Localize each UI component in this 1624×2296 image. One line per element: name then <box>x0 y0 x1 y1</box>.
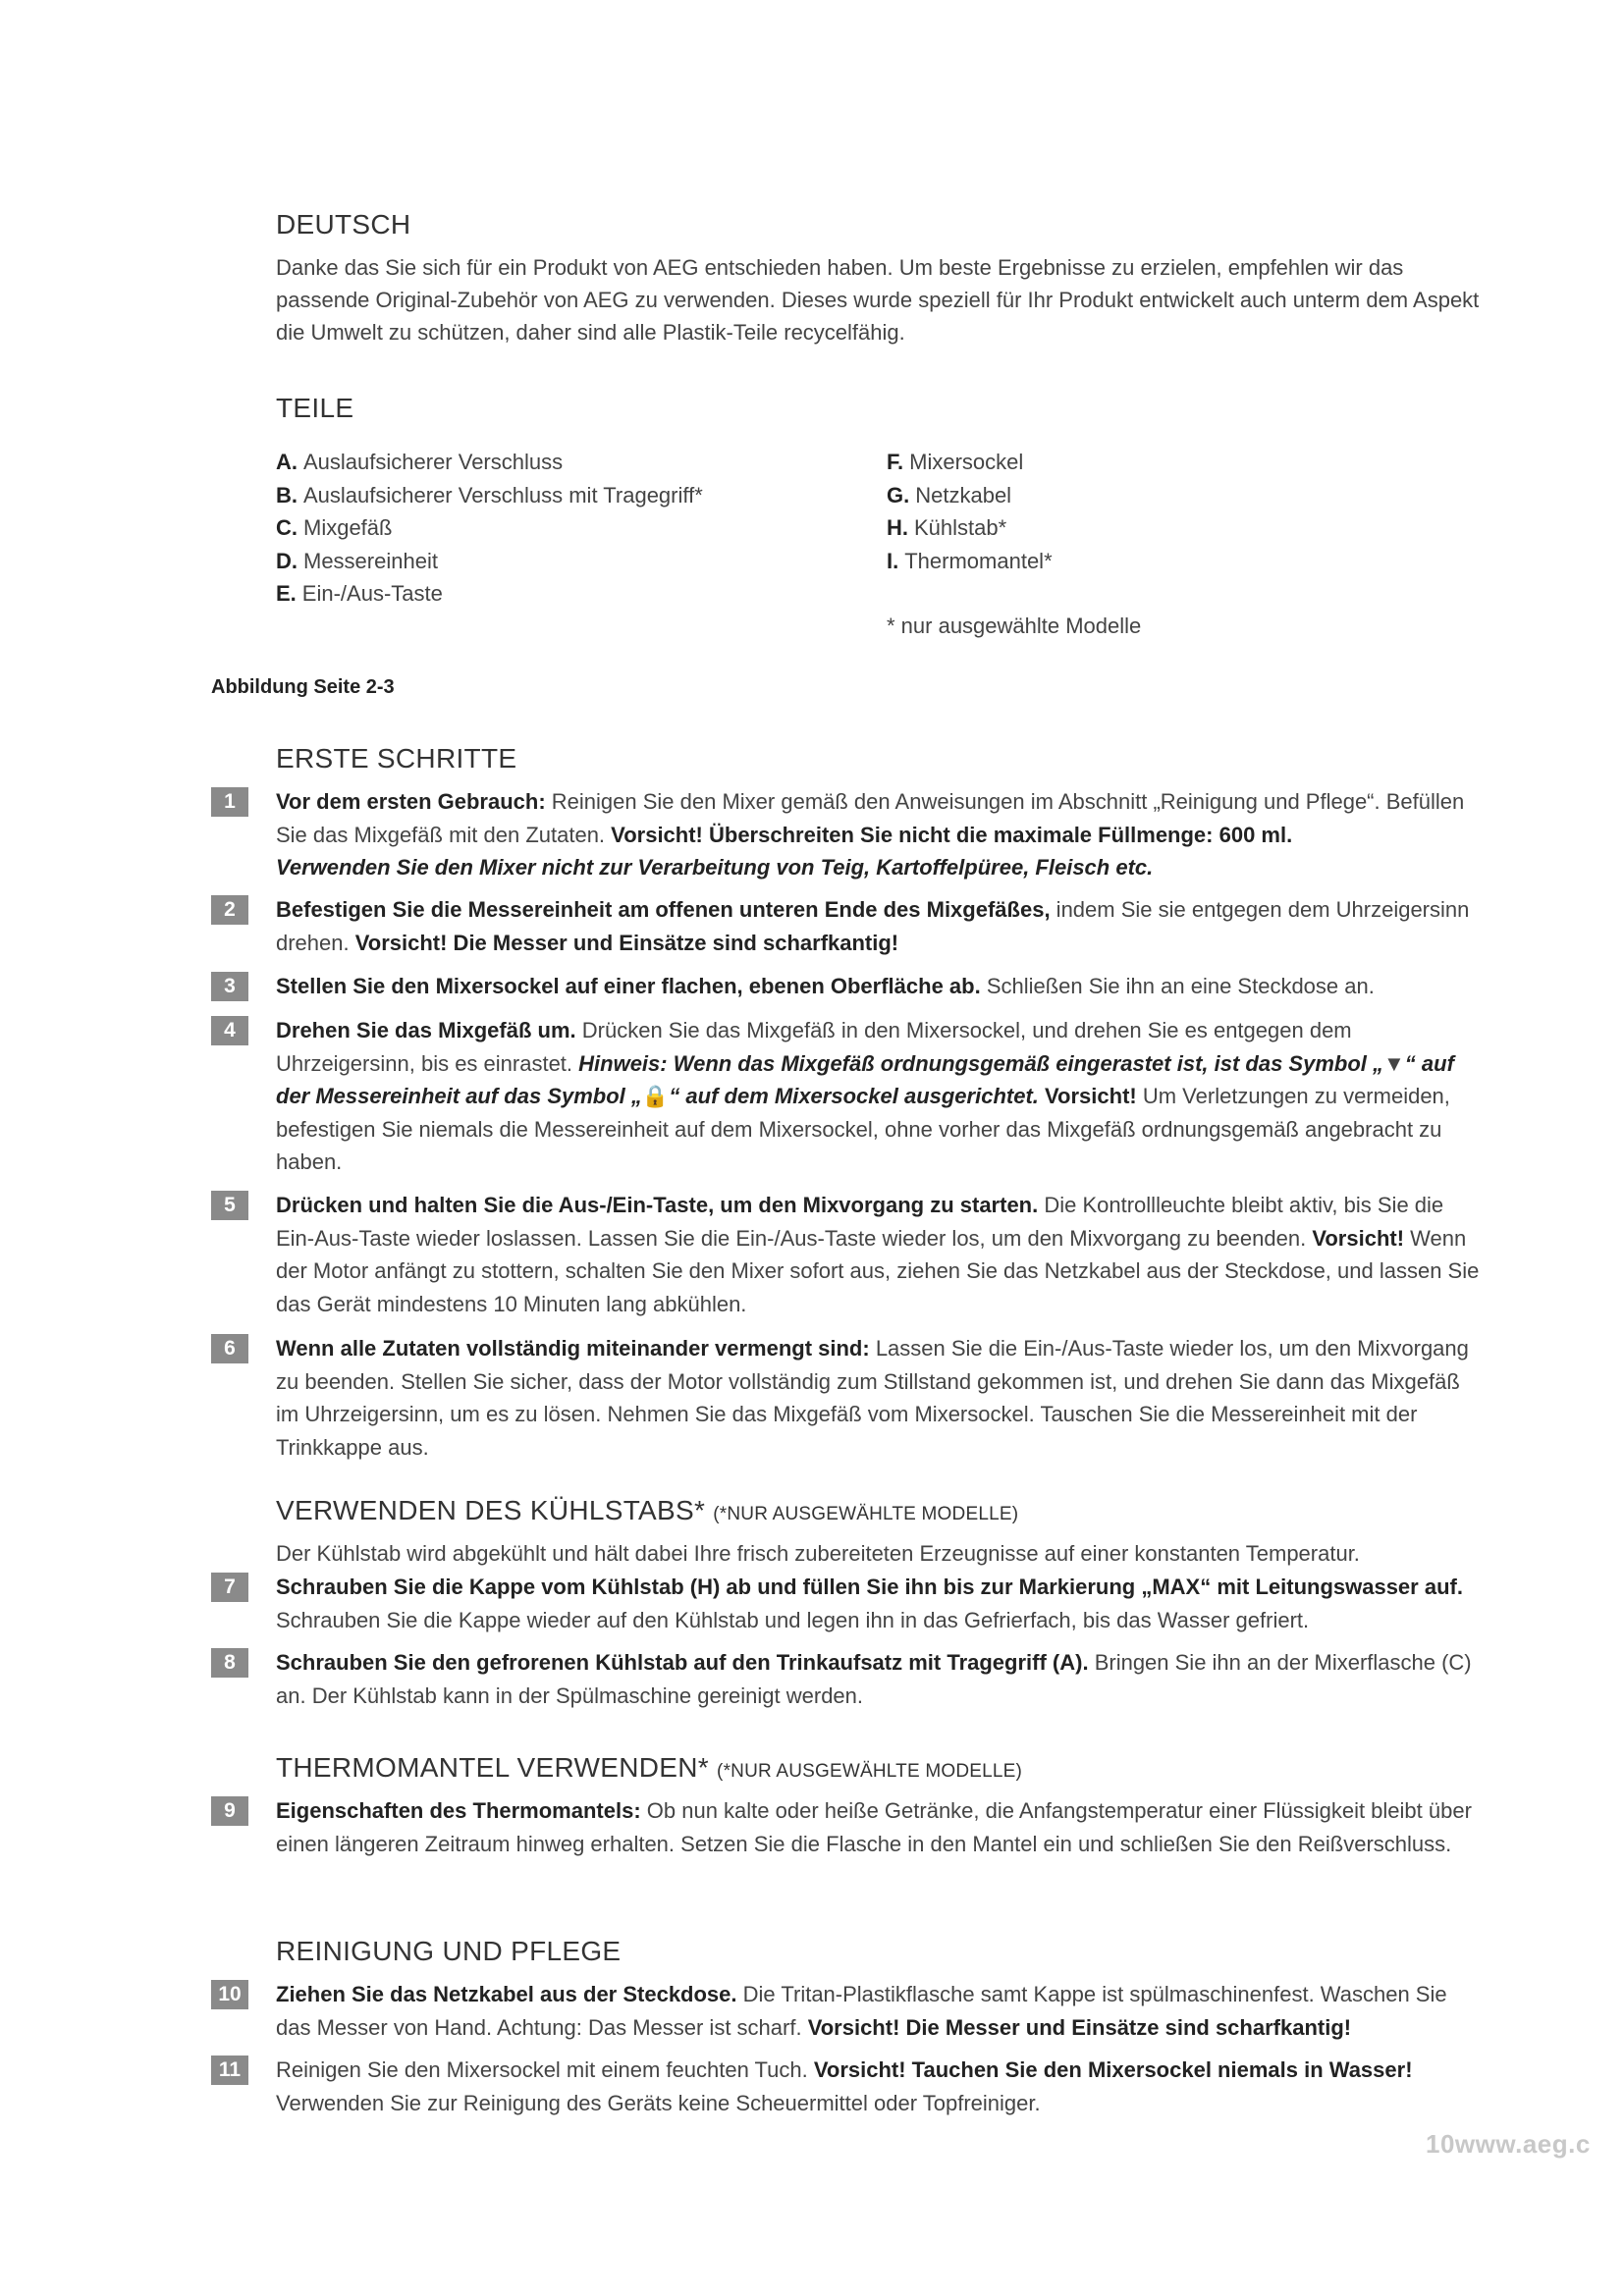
section-title-teile: TEILE <box>276 393 354 423</box>
step-number-badge: 3 <box>211 972 248 1001</box>
part-item: A. Auslaufsicherer Verschluss <box>276 450 564 474</box>
step-text: Befestigen Sie die Messereinheit am offenen unteren Ende des Mixgefäßes, indem Sie sie entgegen dem Uhrzeigersinn drehen. Vorsicht! Die Messer und Einsätze sind scharfkantig! <box>276 897 1470 955</box>
step-text: Schrauben Sie den gefrorenen Kühlstab auf den Trinkaufsatz mit Tragegriff (A). Bringen Sie ihn an der Mixerflasche (C) an. Der Kühlstab kann in der Spülmaschine gereinigt werden. <box>276 1650 1472 1708</box>
step-text: Drücken und halten Sie die Aus-/Ein-Taste, um den Mixvorgang zu starten. Die Kontrollleuchte bleibt aktiv, bis Sie die Ein-Aus-Taste wieder loslassen. Lassen Sie die Ein-/Aus-Taste wieder los, um den Mixvorgang zu beenden. Vorsicht! Wenn der Motor anfängt zu stottern, schalten Sie den Mixer sofort aus, ziehen Sie das Netzkabel aus der Steckdose, und lassen Sie das Gerät mindestens 10 Minuten lang abkühlen. <box>276 1193 1480 1316</box>
step-text: Reinigen Sie den Mixersockel mit einem feuchten Tuch. Vorsicht! Tauchen Sie den Mixersockel niemals in Wasser! Verwenden Sie zur Reinigung des Geräts keine Scheuermittel oder Topfreiniger. <box>276 2057 1413 2115</box>
part-item: I. Thermomantel* <box>887 548 1053 573</box>
models-note: * nur ausgewählte Modelle <box>887 614 1142 638</box>
step-number-badge: 8 <box>211 1648 248 1678</box>
section-title-reinigung: REINIGUNG UND PFLEGE <box>276 1936 622 1966</box>
part-item: B. Auslaufsicherer Verschluss mit Tragegriff* <box>276 482 703 507</box>
step-text: Wenn alle Zutaten vollständig miteinander vermengt sind: Lassen Sie die Ein-/Aus-Taste wieder los, um den Mixvorgang zu beenden. Stellen Sie sicher, dass der Motor vollständig zum Stillstand gekommen ist, und drehen Sie dann das Mixgefäß im Uhrzeigersinn, um es zu lösen. Nehmen Sie das Mixgefäß vom Mixersockel. Tauschen Sie die Messereinheit mit der Trinkkappe aus. <box>276 1336 1469 1460</box>
lock-icon: 🔒 <box>641 1084 670 1108</box>
section-title-deutsch: DEUTSCH <box>276 209 411 240</box>
step-number-badge: 7 <box>211 1573 248 1602</box>
part-item: G. Netzkabel <box>887 482 1012 507</box>
figure-reference: Abbildung Seite 2-3 <box>211 676 395 698</box>
step-text: Vor dem ersten Gebrauch: Reinigen Sie den Mixer gemäß den Anweisungen im Abschnitt „Reinigung und Pflege“. Befüllen Sie das Mixgefäß mit den Zutaten. Vorsicht! Überschreiten Sie nicht die maximale Füllmenge: 600 ml. Verwenden Sie den Mixer nicht zur Verarbeitung von Teig, Kartoffelpüree, Fleisch etc. <box>276 789 1465 880</box>
step-number-badge: 1 <box>211 787 248 817</box>
step-text: Ziehen Sie das Netzkabel aus der Steckdose. Die Tritan-Plastikflasche samt Kappe ist spülmaschinenfest. Waschen Sie das Messer von Hand. Achtung: Das Messer ist scharf. Vorsicht! Die Messer und Einsätze sind scharfkantig! <box>276 1982 1447 2040</box>
part-item: E. Ein-/Aus-Taste <box>276 581 443 606</box>
part-item: D. Messereinheit <box>276 548 438 573</box>
intro-paragraph: Danke das Sie sich für ein Produkt von AEG entschieden haben. Um beste Ergebnisse zu erzielen, empfehlen wir das passende Original-Zubehör von AEG zu verwenden. Dieses wurde speziell für Ihr Produkt entwickelt auch unterm dem Aspekt die Umwelt zu schützen, daher sind alle Plastik-Teile recycelfähig. <box>276 255 1480 345</box>
part-item: C. Mixgefäß <box>276 515 393 540</box>
step-number-badge: 6 <box>211 1334 248 1363</box>
kuehlstab-intro: Der Kühlstab wird abgekühlt und hält dabei Ihre frisch zubereiteten Erzeugnisse auf einer konstanten Temperatur. <box>276 1541 1360 1566</box>
parts-list-left <box>276 446 703 611</box>
step-number-badge: 2 <box>211 895 248 925</box>
step-number-badge: 11 <box>211 2056 248 2085</box>
triangle-down-icon: ▼ <box>1383 1050 1405 1076</box>
part-item: H. Kühlstab* <box>887 515 1007 540</box>
step-text: Drehen Sie das Mixgefäß um. Drücken Sie das Mixgefäß in den Mixersockel, und drehen Sie es entgegen dem Uhrzeigersinn, bis es einrastet. Hinweis: Wenn das Mixgefäß ordnungsgemäß eingerastet ist, ist das Symbol „▼“ auf der Messereinheit auf das Symbol „🔒“ auf dem Mixersockel ausgerichtet. Vorsicht! Um Verletzungen zu vermeiden, befestigen Sie niemals die Messereinheit auf dem Mixersockel, ohne vorher das Mixgefäß ordnungsgemäß angebracht zu haben. <box>276 1018 1454 1174</box>
step-number-badge: 10 <box>211 1980 248 2009</box>
step-text: Eigenschaften des Thermomantels: Ob nun kalte oder heiße Getränke, die Anfangstemperatur einer Flüssigkeit bleibt über einen längeren Zeitraum hinweg erhalten. Setzen Sie die Flasche in den Mantel ein und schließen Sie den Reißverschluss. <box>276 1798 1472 1856</box>
step-text: Stellen Sie den Mixersockel auf einer flachen, ebenen Oberfläche ab. Schließen Sie ihn an eine Steckdose an. <box>276 974 1375 998</box>
section-title-kuehlstab: VERWENDEN DES KÜHLSTABS* (*NUR AUSGEWÄHLTE MODELLE) <box>276 1495 1019 1525</box>
step-number-badge: 5 <box>211 1191 248 1220</box>
page-footer: 10www.aeg.c <box>1426 2129 1591 2159</box>
section-title-erste-schritte: ERSTE SCHRITTE <box>276 743 517 774</box>
step-text: Schrauben Sie die Kappe vom Kühlstab (H) ab und füllen Sie ihn bis zur Markierung „MAX“ mit Leitungswasser auf. Schrauben Sie die Kappe wieder auf den Kühlstab und legen ihn in das Gefrierfach, bis das Wasser gefriert. <box>276 1575 1463 1632</box>
step-number-badge: 9 <box>211 1796 248 1826</box>
part-item: F. Mixersockel <box>887 450 1024 474</box>
parts-list-right <box>887 446 1053 577</box>
step-number-badge: 4 <box>211 1016 248 1045</box>
section-title-thermomantel: THERMOMANTEL VERWENDEN* (*NUR AUSGEWÄHLTE MODELLE) <box>276 1752 1023 1783</box>
